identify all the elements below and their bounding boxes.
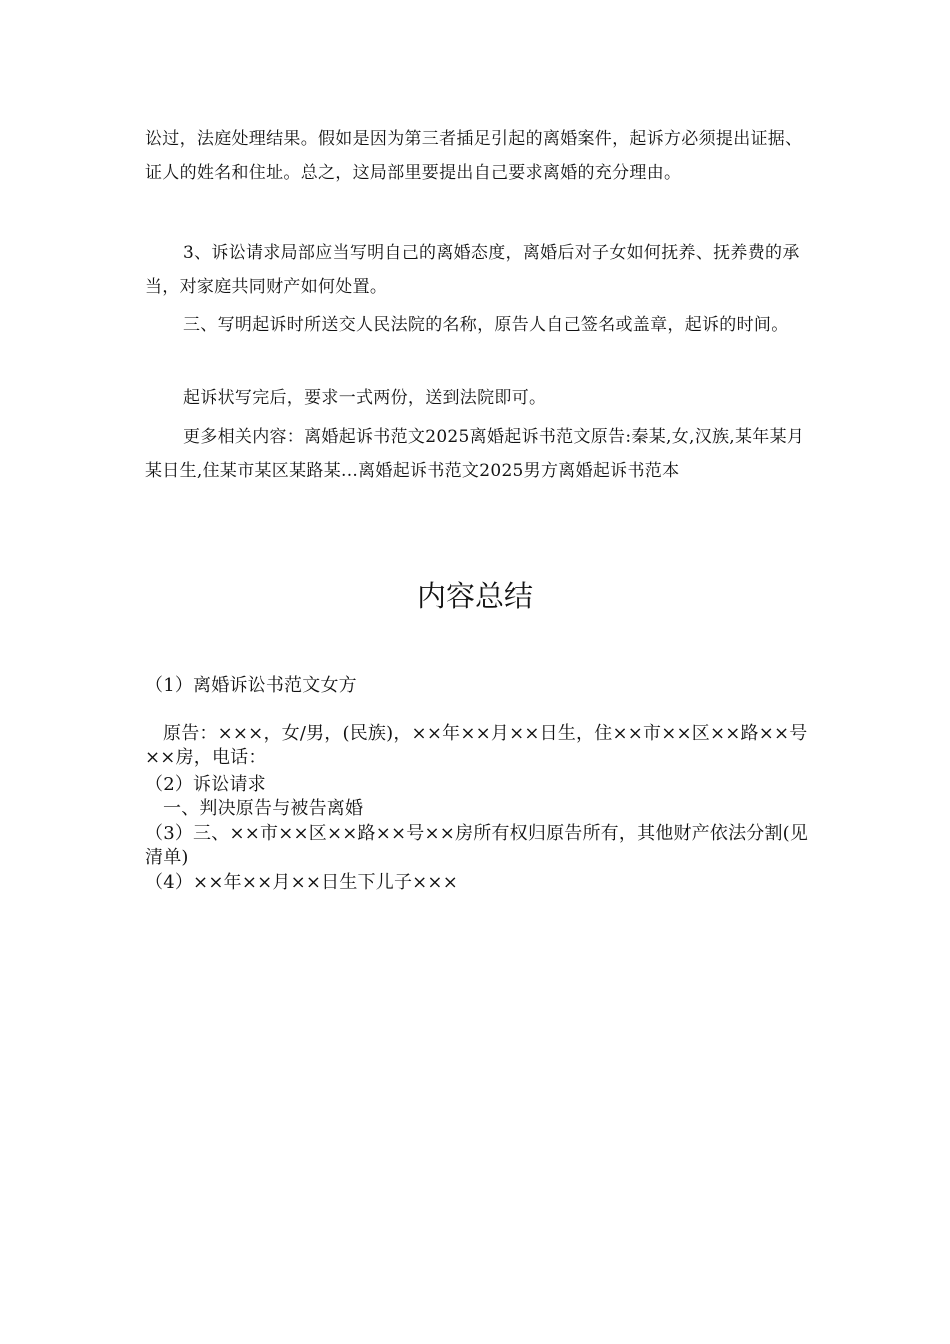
paragraph-text: 讼过，法庭处理结果。假如是因为第三者插足引起的离婚案件，起诉方必须提出证据、证人的姓名和住址。总之，这局部里要提出自己要求离婚的充分理由。 [145,129,803,183]
summary-item-4 [145,797,810,821]
summary-item-text: （1）离婚诉讼书范文女方 [145,675,357,696]
summary-item-text: 一、判决原告与被告离婚 [163,798,364,819]
summary-title: 内容总结 [416,579,533,613]
summary-item-text: （3）三、××市××区××路××号××房所有权归原告所有，其他财产依法分割(见清单) [145,823,809,868]
summary-item-text: （2）诉讼请求 [145,774,266,795]
body-paragraph-5 [145,420,810,488]
summary-item-text: （4）××年××月××日生下儿子××× [145,872,458,893]
paragraph-text: 更多相关内容：离婚起诉书范文2025离婚起诉书范文原告:秦某,女,汉族,某年某月某日生,住某市某区某路某...离婚起诉书范文2025男方离婚起诉书范本 [145,427,805,481]
summary-item-1 [145,674,810,698]
paragraph-text: 三、写明起诉时所送交人民法院的名称，原告人自己签名或盖章，起诉的时间。 [183,315,789,335]
summary-item-5 [145,822,815,870]
body-paragraph-4 [145,381,810,415]
summary-item-text: 原告：×××，女/男，(民族)，××年××月××日生，住××市××区××路××号××房，电话： [145,723,808,768]
summary-item-2 [145,722,815,770]
paragraph-text: 3、诉讼请求局部应当写明自己的离婚态度，离婚后对子女如何抚养、抚养费的承当，对家庭共同财产如何处置。 [145,243,800,297]
body-paragraph-3 [145,308,810,342]
body-paragraph-1 [145,122,810,190]
summary-item-3 [145,773,810,797]
body-paragraph-2 [145,236,810,304]
paragraph-text: 起诉状写完后，要求一式两份，送到法院即可。 [183,388,547,408]
summary-item-6 [145,871,810,895]
